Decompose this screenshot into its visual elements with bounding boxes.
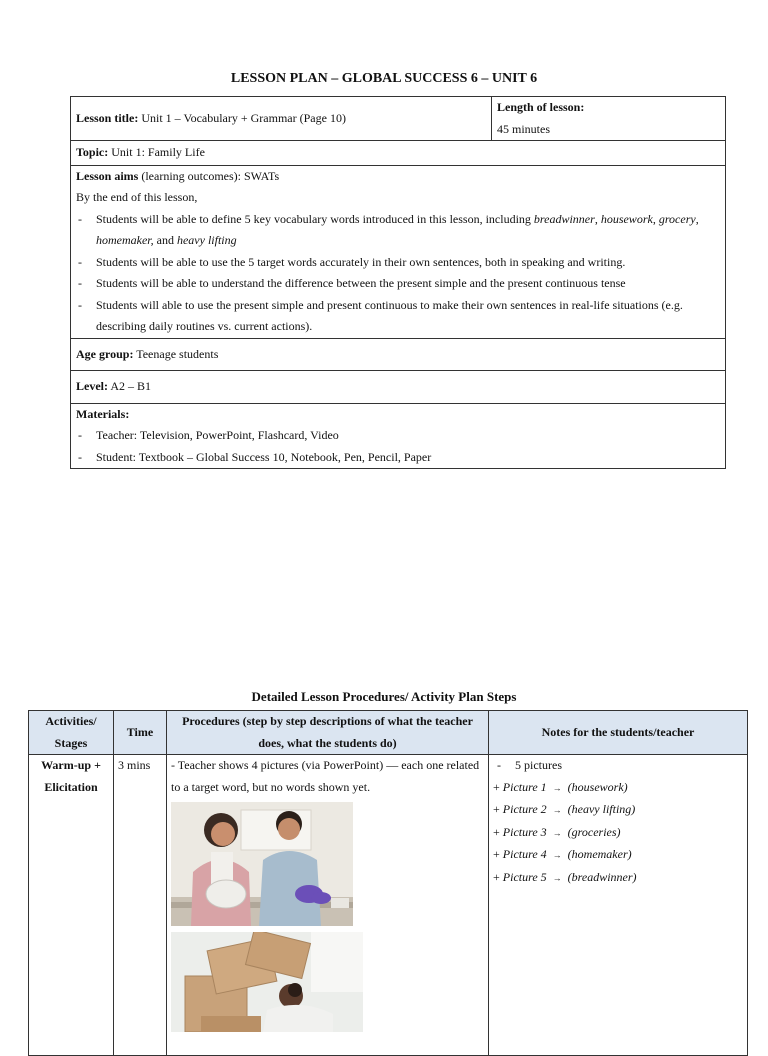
document-title: LESSON PLAN – GLOBAL SUCCESS 6 – UNIT 6 [230,71,538,86]
procedures-header-row [29,711,748,755]
length-value: 45 minutes [497,121,550,136]
topic-label: Topic: [76,145,109,159]
note-prefix: + [493,824,503,839]
header-stages: Activities/ Stages [29,711,114,755]
length-cell [492,97,726,141]
level-cell [71,371,726,404]
materials-label: Materials: [76,406,130,421]
lesson-title-cell [71,97,492,141]
housework-couple-photo [171,802,353,926]
procedures-title: Detailed Lesson Procedures/ Activity Plan Steps [251,689,517,704]
vocab-grocery: grocery [658,211,696,226]
aim-item: - Students will able to use the present simple and present continuous to make their own sentences in real-life situations (e.g. describing daily routines vs. current actions). [76,295,720,338]
header-procedures: Procedures (step by step descriptions of what the teacher does, what the students do) [167,711,489,755]
notes-head: - 5 pictures [497,758,562,772]
note-item [493,799,743,822]
lesson-title-label: Lesson title: [76,110,139,125]
aims-list [76,209,720,338]
aims-intro: By the end of this lesson, [76,190,198,204]
note-picture: Picture 5 [502,869,547,884]
note-prefix: + [493,802,503,816]
length-label: Length of lesson: [497,100,585,114]
notes-head-text: 5 pictures [515,758,562,772]
note-word: (housework) [567,779,628,794]
note-prefix: + [493,779,503,794]
topic-row [71,141,726,166]
aim-item: - Students will be able to use the 5 target words accurately in their own sentences, both in speaking and writing. [76,252,720,274]
aim-item: - Students will be able to understand the difference between the present simple and the present continuous tense [76,273,720,295]
header-time: Time [114,711,167,755]
procedure-cell [167,755,489,1056]
note-picture: Picture 3 [502,824,547,839]
aims-heading [76,166,720,188]
note-item [493,822,743,845]
aims-suffix: (learning outcomes): SWATs [138,168,280,183]
aim1-text: Students will be able to define 5 key vocabulary words introduced in this lesson, including [96,211,534,226]
procedure-text: - Teacher shows 4 pictures (via PowerPoint) — each one related to a target word, but no words shown yet. [171,758,480,794]
note-word: (breadwinner) [567,869,637,884]
note-item [493,777,743,800]
vocab-heavy-lifting: heavy lifting [176,233,237,247]
stage-cell: Warm-up + Elicitation [29,755,114,1056]
note-item [493,867,743,890]
material-teacher: - Teacher: Television, PowerPoint, Flashcard, Video [76,425,720,447]
note-picture: Picture 2 [502,802,547,816]
note-item [493,844,743,867]
note-word: (heavy lifting) [567,802,636,816]
materials-list [76,425,720,468]
age-group-row [71,338,726,371]
arrow-icon: → [552,872,562,883]
topic-value: Unit 1: Family Life [108,145,205,159]
aims-label: Lesson aims [76,168,139,183]
arrow-icon: → [552,827,562,838]
heavy-lifting-photo-illustration [171,932,363,1032]
header-notes: Notes for the students/teacher [489,711,748,755]
level-row [71,371,726,404]
arrow-icon: → [552,850,562,860]
age-group-label: Age group: [76,346,134,361]
vocab-housework: housework [600,211,653,226]
level-label: Level: [76,379,108,393]
aim-item: - Students will be able to define 5 key vocabulary words introduced in this lesson, including breadwinner, housework, grocery, homemaker, and heavy lifting [76,209,720,252]
age-group-cell [71,338,726,371]
lesson-info-table [70,96,726,469]
age-group-value: Teenage students [133,346,219,361]
lesson-title-value: Unit 1 – Vocabulary + Grammar (Page 10) [138,110,346,125]
note-prefix: + [493,847,503,861]
procedure-row-warmup [29,755,748,1056]
aims-row [71,165,726,338]
note-prefix: + [493,869,503,884]
arrow-icon: → [552,782,562,793]
arrow-icon: → [552,805,562,815]
materials-row [71,403,726,469]
time-cell: 3 mins [114,755,167,1056]
aims-cell [71,165,726,338]
material-student: - Student: Textbook – Global Success 10, Notebook, Pen, Pencil, Paper [76,447,720,469]
materials-cell [71,403,726,469]
housework-photo-illustration [171,802,353,926]
vocab-homemaker: homemaker, [96,233,154,247]
heavy-lifting-photo [171,932,363,1032]
lesson-title-row [71,97,726,141]
note-picture: Picture 1 [502,779,547,794]
level-value: A2 – B1 [108,379,152,393]
note-word: (homemaker) [567,847,632,861]
note-picture: Picture 4 [502,847,547,861]
vocab-breadwinner: breadwinner [533,211,595,226]
aim1-and: and [153,233,177,247]
note-word: (groceries) [567,824,621,839]
notes-cell [489,755,748,1056]
topic-cell [71,141,726,166]
procedures-table [28,710,748,1056]
